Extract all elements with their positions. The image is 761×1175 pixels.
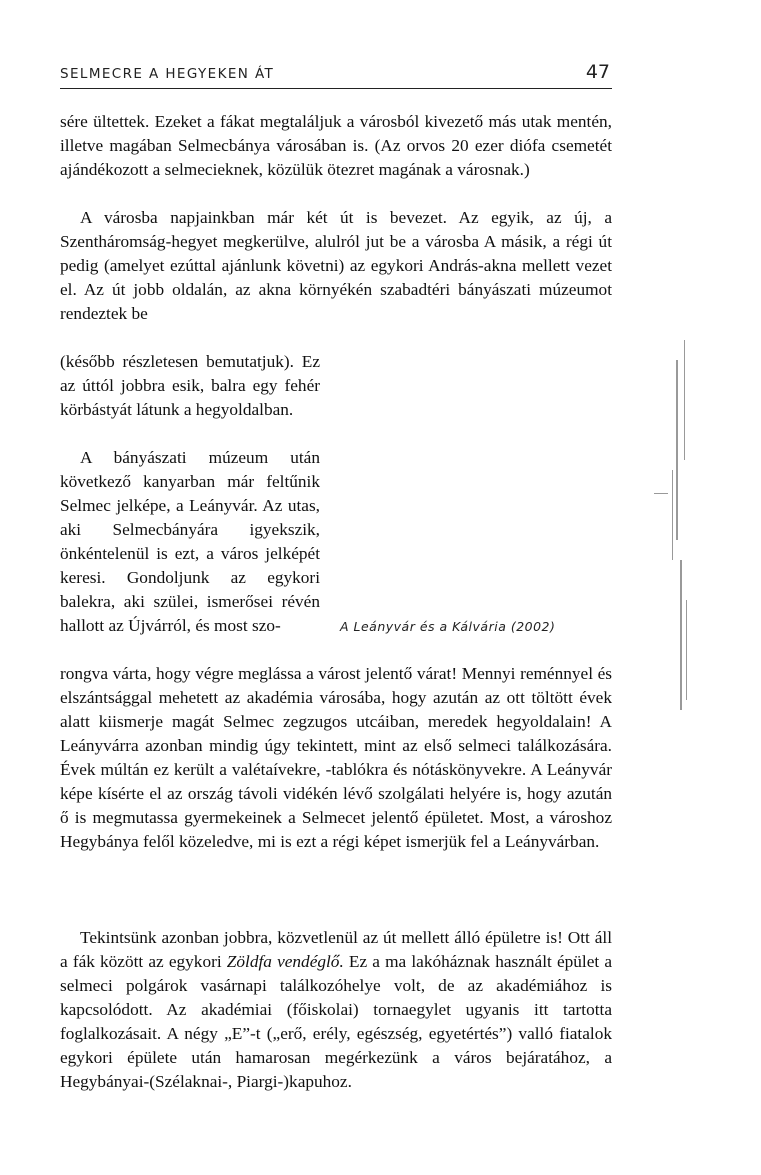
scan-edge-mark — [672, 470, 673, 560]
photo-caption: A Leányvár és a Kálvária (2002) — [340, 619, 556, 634]
restaurant-name: Zöldfa vendéglő. — [226, 952, 344, 972]
body-paragraph: rongva várta, hogy végre meglássa a várost jelentő várat! Mennyi reménnyel és elszántsággal mehetett az akadémia városába, hogy azután az ott töltött évek alatt kiismerje magát Selmec zegzugos utcáiban, meredek hegyoldalain! A Leányvárra azonban mindig úgy tekintett, mint az első selmeci találkozására. Évek múltán ez került a valétaívekre, -tablókra és nótáskönyvekre. A Leányvár képe kísérte el az ország távoli vidékén lévő szolgálati helyére is, hogy azután ő is megmutassa gyermekeinek a Selmecet jelentő épületet. Most, a városhoz Hegybánya felől közeledve, mi is ezt a régi képet ismerjük fel a Leányvárban. — [60, 664, 612, 852]
running-head: SELMECRE A HEGYEKEN ÁT — [60, 66, 275, 82]
body-paragraph: A bányászati múzeum után következő kanyarban már feltűnik Selmec jelképe, a Leányvár. Az utas, aki Selmecbányára igyekszik, önkéntelenül is ezt, a város jelképét keresi. Gondoljunk az egykori balekra, aki szülei, ismerősei révén hallott az Újvárról, és most szo- — [60, 448, 320, 636]
scan-edge-mark — [680, 560, 682, 710]
paragraph-text: Tekintsünk azonban jobbra, közvetlenül az út mellett álló épületre is! Ott áll a fák között az egykori — [60, 928, 612, 972]
body-paragraph — [60, 926, 612, 1094]
page-number: 47 — [585, 61, 610, 83]
body-paragraph-continued: (később részletesen bemutatjuk). Ez az úttól jobbra esik, balra egy fehér körbástyát látunk a hegyoldalban. — [60, 352, 320, 420]
page-header — [60, 60, 612, 89]
scan-edge-mark — [654, 493, 668, 494]
scan-edge-mark — [676, 360, 678, 540]
scan-edge-mark — [684, 340, 685, 460]
body-paragraph: A városba napjainkban már két út is bevezet. Az egyik, az új, a Szentháromság-hegyet megkerülve, alulról jut be a városba A másik, a régi út pedig (amelyet ezúttal ajánlunk követni) az egykori András-akna mellett vezet el. Az út jobb oldalán, az akna környékén szabadtéri bányászati múzeumot rendeztek be — [60, 208, 612, 324]
body-paragraph: sére ültettek. Ezeket a fákat megtaláljuk a városból kivezető más utak mentén, illetve magában Selmecbánya városában is. (Az orvos 20 ezer diófa csemetét ajándékozott a selmecieknek, közülük ötezret magának a városnak.) — [60, 112, 612, 180]
photo-area — [332, 352, 632, 607]
scan-edge-mark — [686, 600, 687, 700]
paragraph-text: Ez a ma lakóháznak használt épület a selmeci polgárok vasárnapi találkozóhelye volt, de az akadémiához is kapcsolódott. Az akadémiai (főiskolai) tornaegylet ugyanis itt tartotta foglalkozásait. A négy „E”-t („erő, erély, egészség, egyetértés”) valló fiatalok egykori épülete után hamarosan megérkezünk a város bejáratához, a Hegybányai-(Szélaknai-, Piargi-)kapuhoz. — [60, 952, 613, 1092]
